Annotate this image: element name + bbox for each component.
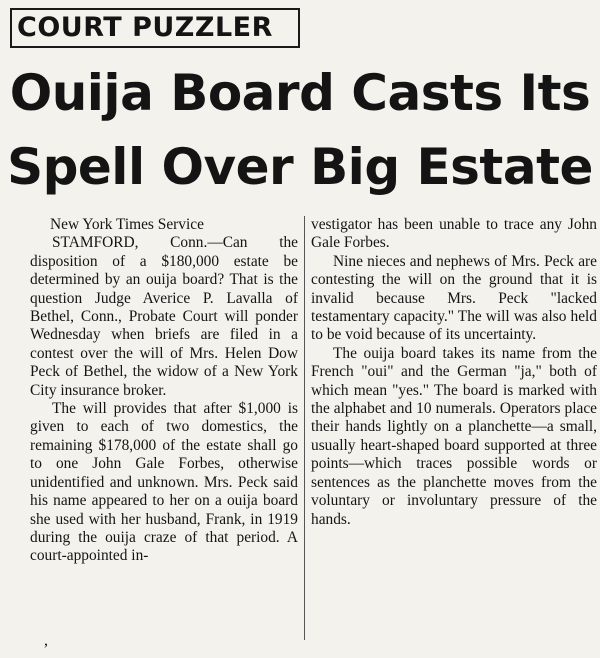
column-rule (304, 216, 305, 640)
paragraph-3: Nine nieces and nephews of Mrs. Peck are contesting the will on the ground that it is invalid because Mrs. Peck "lacked testamentary capacity." The will was also held to be void because of its uncertainty. (311, 252, 597, 344)
byline: New York Times Service (50, 216, 204, 233)
article-column-right (311, 216, 597, 529)
paragraph-1: STAMFORD, Conn.—Can the disposition of a $180,000 estate be determined by an ouija board? That is the question Judge Averice P. Lavalla of Bethel, Conn., Probate Court will ponder Wednesday when briefs are filed in a contest over the will of Mrs. Helen Dow Peck of Bethel, the widow of a New York City insurance broker. (30, 234, 298, 399)
headline-line-1: Ouija Board Casts Its (9, 64, 591, 122)
bottom-mark: , (44, 632, 48, 649)
paragraph-4: The ouija board takes its name from the French "oui" and the German "ja," both of which mean "yes." The board is marked with the alphabet and 10 numerals. Operators place their hands lightly on a planchette—a small, usually heart-shaped board supported at three points—which traces possible words or sentences as the planchette moves from the voluntary or involuntary pressure of the hands. (311, 344, 597, 528)
kicker-label: COURT PUZZLER (17, 12, 273, 43)
paragraph-2-continued: vestigator has been unable to trace any John Gale Forbes. (311, 216, 597, 252)
headline-line-2: Spell Over Big Estate (7, 138, 593, 196)
paragraph-2: The will provides that after $1,000 is given to each of two domestics, the remaining $178,000 of the estate shall go to one John Gale Forbes, otherwise unidentified and unknown. Mrs. Peck said his name appeared to her on a ouija board she used with her husband, Frank, in 1919 during the ouija craze of that period. A court-appointed in- (30, 400, 298, 565)
article-column-left (30, 216, 298, 566)
